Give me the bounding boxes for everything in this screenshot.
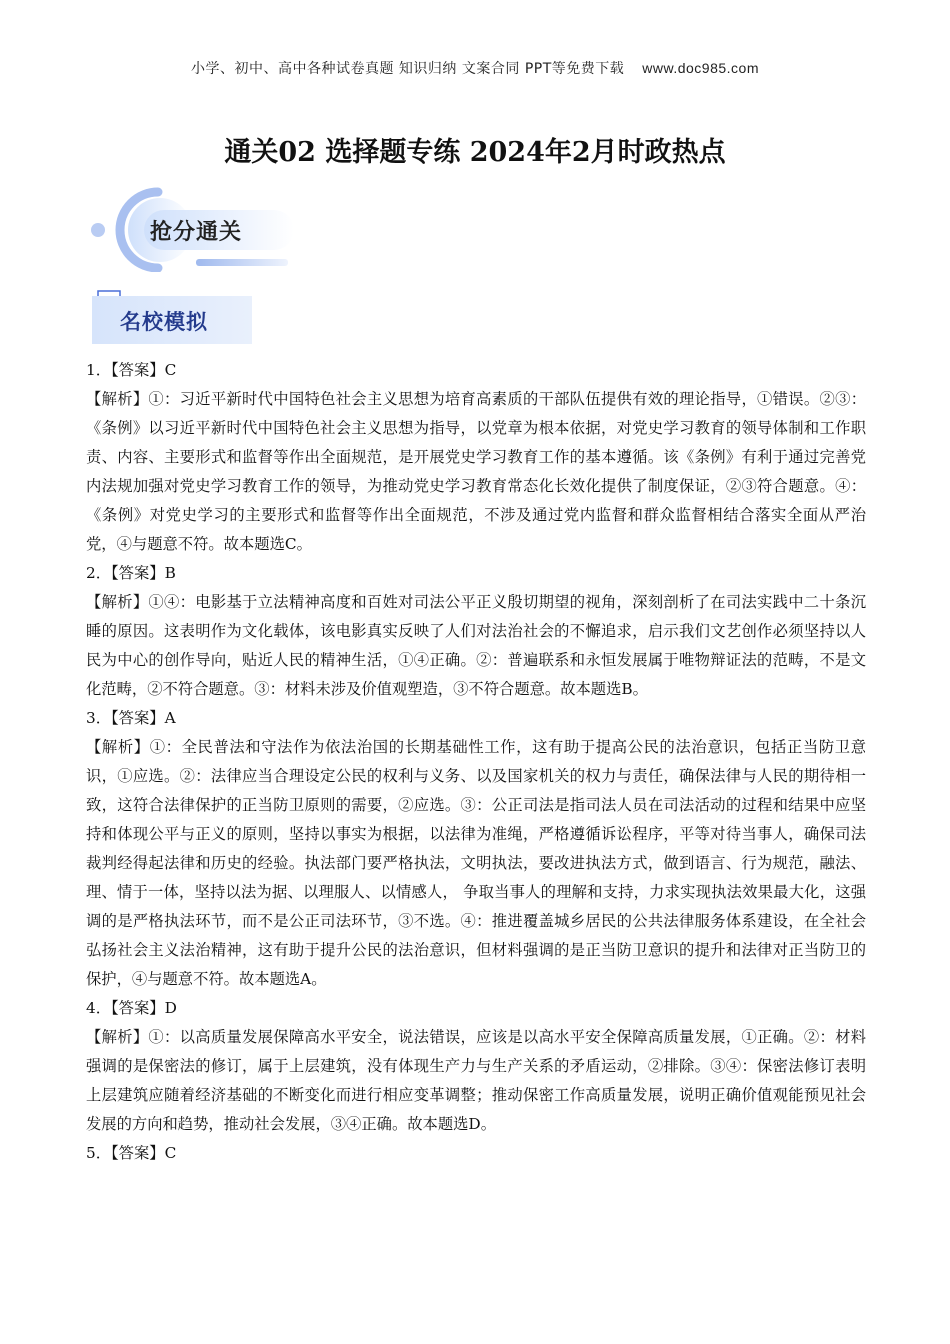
header-text: 小学、初中、高中各种试卷真题 知识归纳 文案合同 PPT等免费下载	[190, 61, 625, 77]
question-item	[86, 994, 866, 1139]
underline-decoration	[196, 259, 288, 266]
banner-secondary-label: 名校模拟	[120, 310, 208, 334]
header-site-link[interactable]: www.doc985.com	[642, 60, 759, 76]
question-item	[86, 1139, 866, 1168]
question-item	[86, 559, 866, 704]
dot-decoration	[91, 223, 105, 237]
answer-line: 4．【答案】D	[86, 999, 177, 1017]
analysis-text: 【解析】①：以高质量发展保障高水平安全，说法错误，应该是以高水平安全保障高质量发展，①正确。②：材料强调的是保密法的修订，属于上层建筑，没有体现生产力与生产关系的矛盾运动，②排除。③④：保密法修订表明上层建筑应随着经济基础的不断变化而进行相应变革调整；推动保密工作高质量发展，说明正确价值观能预见社会发展的方向和趋势，推动社会发展，③④正确。故本题选D。	[86, 1028, 866, 1133]
page-title: 通关02 选择题专练 2024年2月时政热点	[224, 137, 726, 168]
answer-line: 2．【答案】B	[86, 564, 176, 582]
answer-line: 3．【答案】A	[86, 709, 176, 727]
banner-primary-label: 抢分通关	[150, 220, 243, 245]
question-item	[86, 704, 866, 994]
answer-line: 5．【答案】C	[86, 1144, 177, 1162]
answer-line: 1．【答案】C	[86, 361, 177, 379]
question-item	[86, 356, 866, 559]
answer-list	[86, 356, 866, 1168]
analysis-text: 【解析】①：习近平新时代中国特色社会主义思想为培育高素质的干部队伍提供有效的理论指导，①错误。②③：《条例》以习近平新时代中国特色社会主义思想为指导，以党章为根本依据，对党史学习教育的领导体制和工作职责、内容、主要形式和监督等作出全面规范，是开展党史学习教育工作的基本遵循。该《条例》有利于通过完善党内法规加强对党史学习教育工作的领导，为推动党史学习教育常态化长效化提供了制度保证，②③符合题意。④：《条例》对党史学习的主要形式和监督等作出全面规范，不涉及通过党内监督和群众监督相结合落实全面从严治党，④与题意不符。故本题选C。	[86, 390, 866, 553]
analysis-text: 【解析】①④：电影基于立法精神高度和百姓对司法公平正义殷切期望的视角，深刻剖析了在司法实践中二十条沉睡的原因。这表明作为文化载体，该电影真实反映了人们对法治社会的不懈追求，启示我们文艺创作必须坚持以人民为中心的创作导向，贴近人民的精神生活，①④正确。②：普遍联系和永恒发展属于唯物辩证法的范畴，不是文化范畴，②不符合题意。③：材料未涉及价值观塑造，③不符合题意。故本题选B。	[86, 593, 866, 698]
analysis-text: 【解析】①：全民普法和守法作为依法治国的长期基础性工作，这有助于提高公民的法治意识，包括正当防卫意识，①应选。②：法律应当合理设定公民的权利与义务、以及国家机关的权力与责任，确保法律与人民的期待相一致，这符合法律保护的正当防卫原则的需要，②应选。③：公正司法是指司法人员在司法活动的过程和结果中应坚持和体现公平与正义的原则，坚持以事实为根据，以法律为准绳，严格遵循诉讼程序，平等对待当事人，确保司法裁判经得起法律和历史的经验。执法部门要严格执法，文明执法，要改进执法方式，做到语言、行为规范，融法、理、情于一体，坚持以法为据、以理服人、以情感人， 争取当事人的理解和支持，力求实现执法效果最大化，这强调的是严格执法环节，而不是公正司法环节，③不选。④：推进覆盖城乡居民的公共法律服务体系建设，在全社会弘扬社会主义法治精神，这有助于提升公民的法治意识，但材料强调的是正当防卫意识的提升和法律对正当防卫的保护，④与题意不符。故本题选A。	[86, 738, 866, 988]
page-header	[0, 58, 950, 78]
